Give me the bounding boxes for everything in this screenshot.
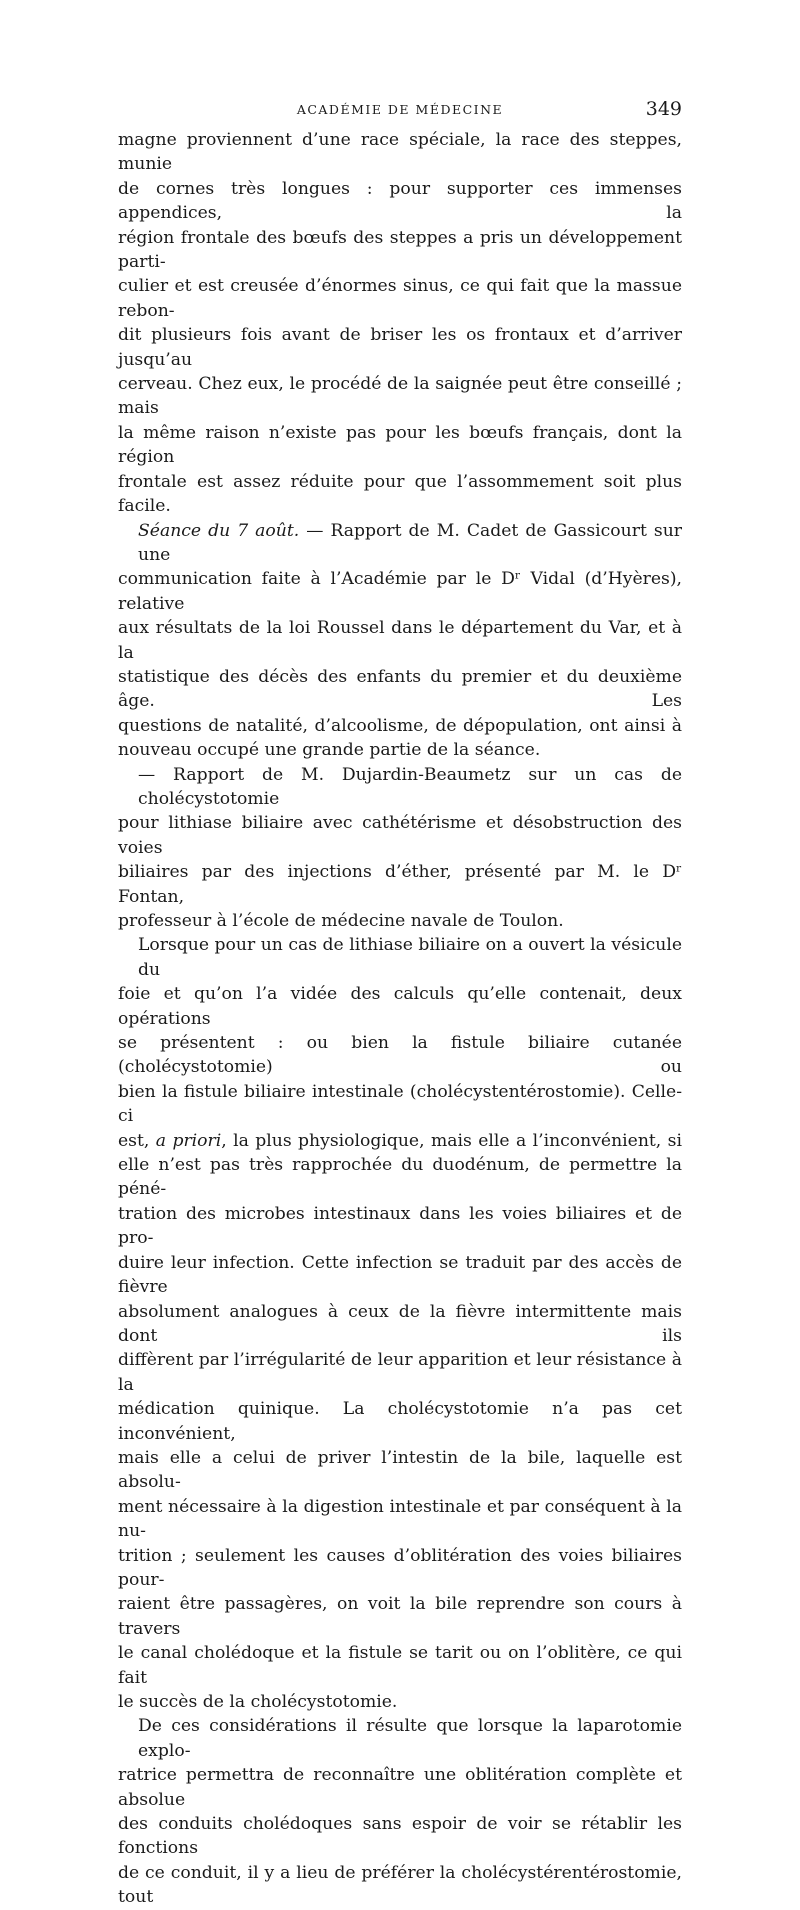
text-line: le canal cholédoque et la fistule se tarit ou on l’oblitère, ce qui fait xyxy=(118,1643,682,1688)
text-line: région frontale des bœufs des steppes a pris un développement parti- xyxy=(118,227,682,273)
paragraph xyxy=(118,933,682,1714)
text-line: questions de natalité, d’alcoolisme, de dépopulation, ont ainsi à xyxy=(118,715,682,736)
text-line: absolument analogues à ceux de la fièvre intermittente mais dont ils xyxy=(118,1301,682,1346)
text-line xyxy=(118,519,682,568)
text-line: communication faite à l’Académie par le Dʳ Vidal (d’Hyères), relative xyxy=(118,569,682,614)
session-date: Séance du 7 août. xyxy=(138,520,300,541)
body-text xyxy=(118,128,682,1910)
text-run: — Rapport de M. Cadet de Gassicourt sur une xyxy=(138,520,682,565)
text-line: frontale est assez réduite pour que l’assommement soit plus xyxy=(118,471,682,492)
text-line: bien la fistule biliaire intestinale (cholécystentérostomie). Celle-ci xyxy=(118,1081,682,1127)
text-line: Lorsque pour un cas de lithiase biliaire on a ouvert la vésicule du xyxy=(138,935,682,980)
text-line: diffèrent par l’irrégularité de leur apparition et leur résistance à la xyxy=(118,1350,682,1395)
text-line: ment nécessaire à la digestion intestinale et par conséquent à la nu- xyxy=(118,1496,682,1542)
text-line: tration des microbes intestinaux dans les voies biliaires et de pro- xyxy=(118,1203,682,1249)
text-line: elle n’est pas très rapprochée du duodénum, de permettre la péné- xyxy=(118,1155,682,1200)
text-line: trition ; seulement les causes d’oblitération des voies biliaires pour- xyxy=(118,1545,682,1590)
text-line: facile. xyxy=(118,496,171,517)
text-line: médication quinique. La cholécystotomie n’a pas cet inconvénient, xyxy=(118,1399,682,1444)
text-line: de cornes très longues : pour supporter ces immenses appendices, la xyxy=(118,178,682,224)
text-line: biliaires par des injections d’éther, présenté par M. le Dʳ Fontan, xyxy=(118,862,682,907)
text-line: — Rapport de M. Dujardin-Beaumetz sur un cas de cholécystotomie xyxy=(138,764,682,809)
text-line: mais elle a celui de priver l’intestin de la bile, laquelle est absolu- xyxy=(118,1447,682,1493)
text-line: nouveau occupé une grande partie de la séance. xyxy=(118,740,541,761)
page-header xyxy=(118,98,682,128)
text-line: culier et est creusée d’énormes sinus, ce qui fait que la massue rebon- xyxy=(118,276,682,321)
text-run: , la plus physiologique, mais elle a l’inconvénient, si xyxy=(221,1130,682,1151)
text-line: aux résultats de la loi Roussel dans le département du Var, et à la xyxy=(118,618,682,663)
paragraph xyxy=(118,128,682,519)
text-line: la même raison n’existe pas pour les bœufs français, dont la région xyxy=(118,422,682,468)
text-line: se présentent : ou bien la fistule biliaire cutanée (cholécystotomie) ou xyxy=(118,1033,682,1078)
text-line: dit plusieurs fois avant de briser les os frontaux et d’arriver jusqu’au xyxy=(118,325,682,370)
text-line: raient être passagères, on voit la bile reprendre son cours à travers xyxy=(118,1594,682,1639)
paragraph xyxy=(118,763,682,934)
text-line: statistique des décès des enfants du premier et du deuxième âge. Les xyxy=(118,666,682,712)
text-line: cerveau. Chez eux, le procédé de la saignée peut être conseillé ; mais xyxy=(118,374,682,419)
text-line: pour lithiase biliaire avec cathétérisme et désobstruction des voies xyxy=(118,813,682,858)
text-line: des conduits cholédoques sans espoir de voir se rétablir les fonctions xyxy=(118,1814,682,1859)
running-title: ACADÉMIE DE MÉDECINE xyxy=(296,102,504,117)
text-line: De ces considérations il résulte que lorsque la laparotomie explo- xyxy=(138,1716,682,1761)
text-line: ratrice permettra de reconnaître une oblitération complète et absolue xyxy=(118,1765,682,1810)
text-line: professeur à l’école de médecine navale de Toulon. xyxy=(118,911,564,931)
paragraph xyxy=(118,1714,682,1909)
text-line: de ce conduit, il y a lieu de préférer la cholécystérentérostomie, tout xyxy=(118,1862,682,1908)
italic-term: a priori xyxy=(155,1130,222,1151)
text-line: foie et qu’on l’a vidée des calculs qu’elle contenait, deux opérations xyxy=(118,984,682,1029)
text-line: magne proviennent d’une race spéciale, la race des steppes, munie xyxy=(118,130,682,175)
text-line: duire leur infection. Cette infection se traduit par des accès de fièvre xyxy=(118,1252,682,1298)
text-run: est, xyxy=(118,1130,156,1151)
paragraph xyxy=(118,519,682,763)
page-number: 349 xyxy=(645,98,682,120)
text-line: le succès de la cholécystotomie. xyxy=(118,1692,398,1712)
text-line xyxy=(118,1129,682,1153)
